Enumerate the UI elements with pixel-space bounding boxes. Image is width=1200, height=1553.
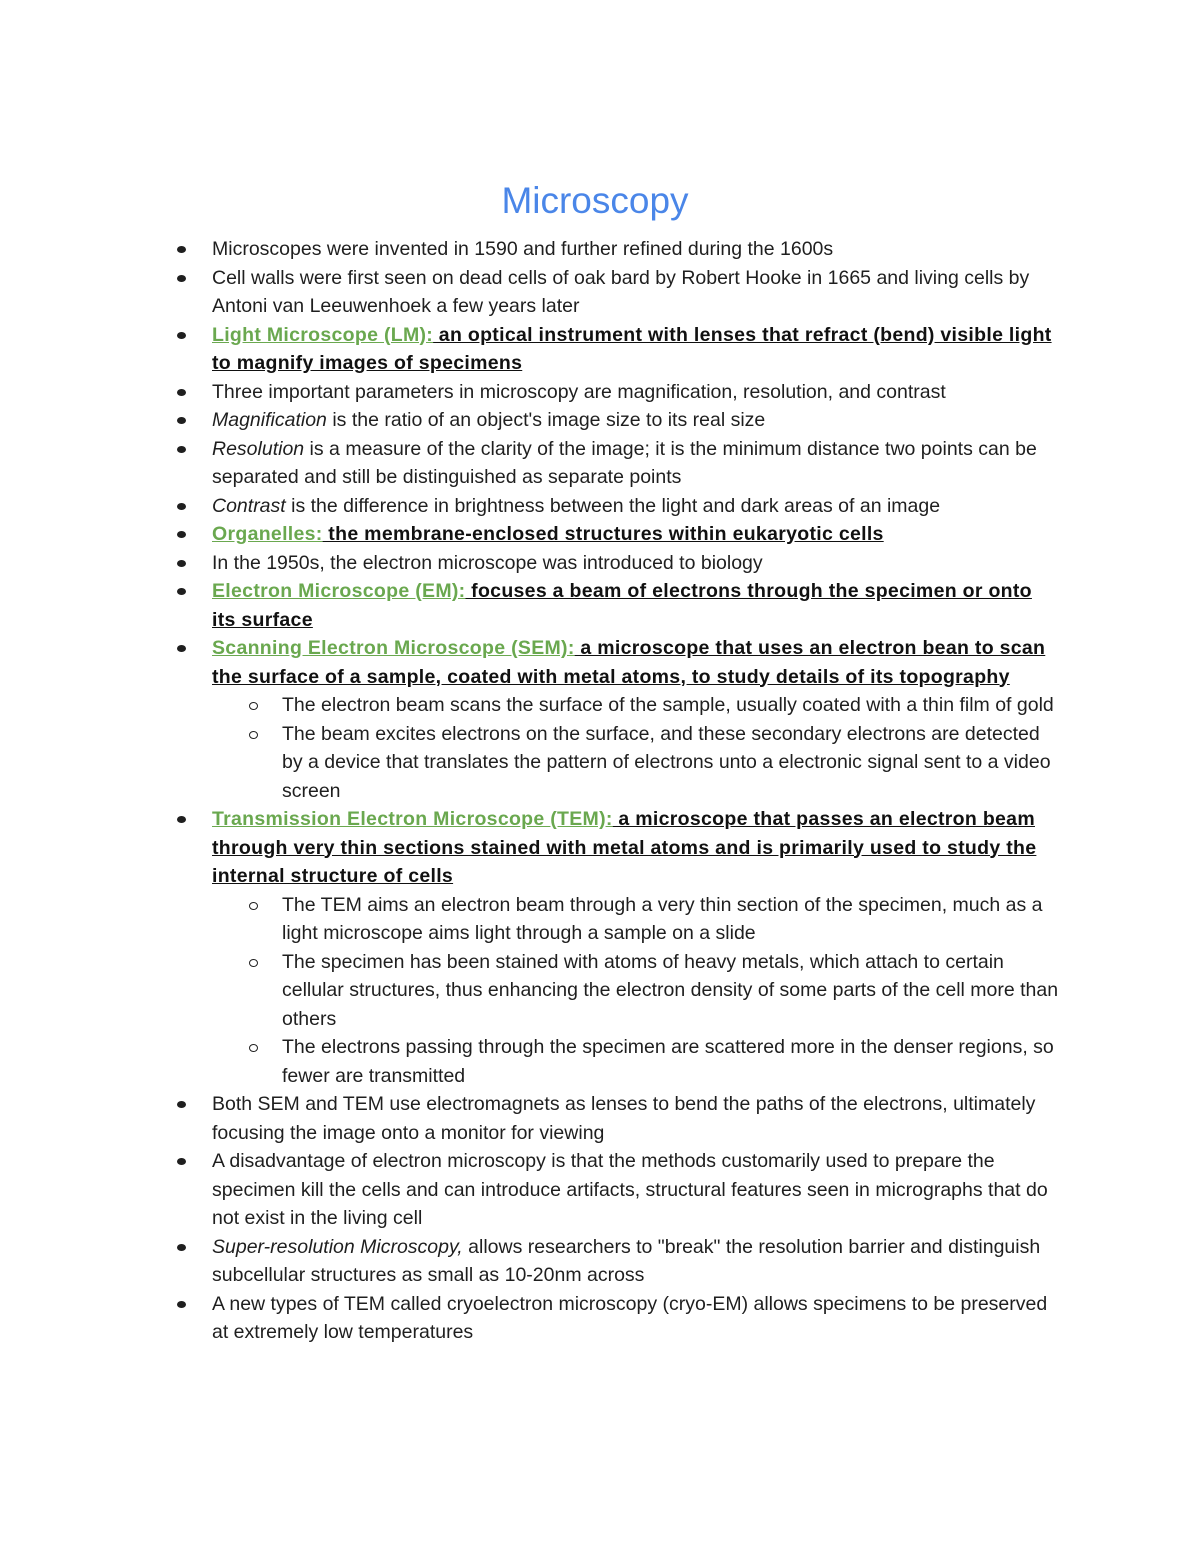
bullet-icon	[177, 1158, 186, 1165]
term-definition: a microscope that passes an electron beam through very thin sections stained with metal atoms and is primarily used to study the internal structure of cells	[212, 808, 1037, 887]
list-item	[0, 406, 1200, 435]
bullet-icon	[177, 1301, 186, 1308]
bullet-icon	[177, 1244, 186, 1251]
list-item	[0, 492, 1200, 521]
term-definition: focuses a beam of electrons through the specimen or onto its surface	[212, 580, 1032, 631]
hollow-bullet-icon	[249, 702, 258, 710]
term-definition: the membrane-enclosed structures within eukaryotic cells	[322, 523, 884, 545]
bullet-icon	[177, 389, 186, 396]
hollow-bullet-icon	[249, 902, 258, 910]
item-text: In the 1950s, the electron microscope was introduced to biology	[212, 551, 763, 574]
item-text: is the difference in brightness between the light and dark areas of an image	[285, 494, 941, 517]
notes-list	[0, 235, 1200, 1347]
sub-list-item	[0, 691, 1200, 720]
list-item	[0, 1090, 1200, 1147]
sub-list-item	[0, 948, 1200, 1034]
bullet-icon	[177, 246, 186, 253]
bullet-icon	[177, 816, 186, 823]
emphasis-text: Contrast	[212, 494, 286, 517]
list-item	[0, 1233, 1200, 1290]
list-item	[0, 235, 1200, 264]
item-text: The electron beam scans the surface of the sample, usually coated with a thin film of gold	[282, 694, 1054, 716]
sub-list-item	[0, 891, 1200, 948]
bullet-icon	[177, 275, 186, 282]
term-label: Light Microscope (LM):	[212, 323, 434, 346]
term-definition: an optical instrument with lenses that refract (bend) visible light to magnify images of specimens	[212, 323, 1052, 374]
bullet-icon	[177, 588, 186, 595]
item-text: is a measure of the clarity of the image; it is the minimum distance two points can be separated and still be distinguished as separate points	[212, 437, 1037, 488]
item-text: Both SEM and TEM use electromagnets as lenses to bend the paths of the electrons, ultimately focusing the image onto a monitor for viewing	[212, 1093, 1036, 1144]
bullet-icon	[177, 531, 186, 538]
list-item	[0, 378, 1200, 407]
term-definition: a microscope that uses an electron bean to scan the surface of a sample, coated with metal atoms, to study details of its topography	[212, 637, 1046, 688]
list-item	[0, 634, 1200, 691]
sub-list-item	[0, 720, 1200, 806]
item-text: The electrons passing through the specimen are scattered more in the denser regions, so fewer are transmitted	[282, 1036, 1054, 1087]
bullet-icon	[177, 645, 186, 652]
list-item	[0, 805, 1200, 891]
item-text: Cell walls were first seen on dead cells of oak bard by Robert Hooke in 1665 and living cells by Antoni van Leeuwenhoek a few years later	[212, 266, 1030, 317]
list-item	[0, 1290, 1200, 1347]
item-text: A new types of TEM called cryoelectron microscopy (cryo-EM) allows specimens to be preserved at extremely low temperatures	[212, 1292, 1048, 1343]
term-label: Transmission Electron Microscope (TEM):	[212, 808, 613, 830]
item-text: is the ratio of an object's image size to its real size	[326, 409, 766, 431]
emphasis-text: Super-resolution Microscopy,	[212, 1235, 463, 1258]
page-title: Microscopy	[501, 180, 689, 221]
item-text: allows researchers to "break" the resolution barrier and distinguish subcellular structures as small as 10-20nm across	[212, 1235, 1041, 1286]
item-text: The specimen has been stained with atoms of heavy metals, which attach to certain cellular structures, thus enhancing the electron density of some parts of the cell more than others	[282, 950, 1059, 1030]
term-label: Organelles:	[212, 523, 323, 545]
list-item	[0, 520, 1200, 549]
hollow-bullet-icon	[249, 731, 258, 739]
term-label: Scanning Electron Microscope (SEM):	[212, 637, 575, 659]
item-text: Three important parameters in microscopy are magnification, resolution, and contrast	[212, 380, 946, 403]
emphasis-text: Magnification	[212, 409, 327, 431]
bullet-icon	[177, 332, 186, 339]
hollow-bullet-icon	[249, 959, 258, 967]
item-text: A disadvantage of electron microscopy is that the methods customarily used to prepare the specimen kill the cells and can introduce artifacts, structural features seen in micrographs that do not exist in the living cell	[212, 1150, 1048, 1229]
item-text: The beam excites electrons on the surface, and these secondary electrons are detected by a device that translates the pattern of electrons unto a electronic signal sent to a video screen	[282, 722, 1051, 802]
list-item	[0, 264, 1200, 321]
list-item	[0, 435, 1200, 492]
item-text: The TEM aims an electron beam through a very thin section of the specimen, much as a light microscope aims light through a sample on a slide	[282, 893, 1043, 944]
bullet-icon	[177, 560, 186, 567]
bullet-icon	[177, 446, 186, 453]
bullet-icon	[177, 417, 186, 424]
list-item	[0, 1147, 1200, 1233]
list-item	[0, 321, 1200, 378]
item-text: Microscopes were invented in 1590 and further refined during the 1600s	[212, 238, 834, 260]
list-item	[0, 577, 1200, 634]
emphasis-text: Resolution	[212, 437, 305, 460]
sub-list-item	[0, 1033, 1200, 1090]
bullet-icon	[177, 503, 186, 510]
term-label: Electron Microscope (EM):	[212, 580, 466, 602]
hollow-bullet-icon	[249, 1044, 258, 1052]
list-item	[0, 549, 1200, 578]
bullet-icon	[177, 1101, 186, 1108]
